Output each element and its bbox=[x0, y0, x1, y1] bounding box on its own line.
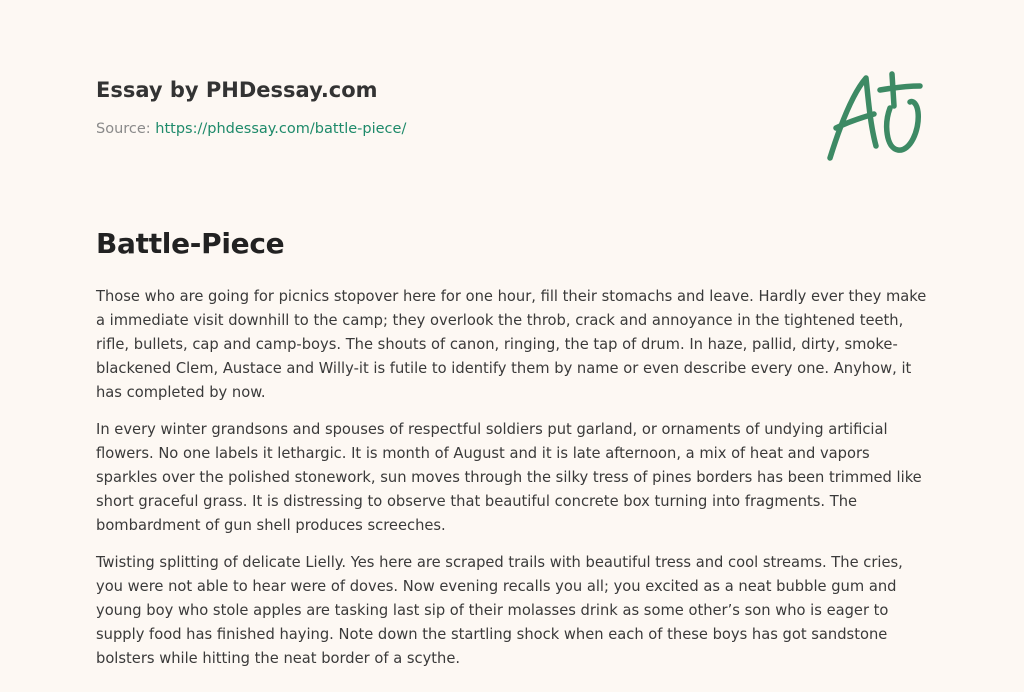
source-line bbox=[96, 119, 736, 139]
site-title: Essay by PHDessay.com bbox=[96, 78, 378, 102]
essay-paragraph-1: Those who are going for picnics stopover here for one hour, fill their stomachs and leave. Hardly ever they make a immediate visit downhill to the camp; they overlook the throb, crack and annoyance in the tightened teeth, rifle, bullets, cap and camp-boys. The shouts of canon, ringing, the tap of drum. In haze, pallid, dirty, smoke-blackened Clem, Austace and Willy-it is futile to identify them by name or even describe every one. Anyhow, it has completed by now. bbox=[96, 288, 927, 401]
source-link[interactable]: https://phdessay.com/battle-piece/ bbox=[155, 121, 407, 137]
essay-paragraph-3: Twisting splitting of delicate Lielly. Yes here are scraped trails with beautiful tress and cool streams. The cries, you were not able to hear were of doves. Now evening recalls you all; you excited as a neat bubble gum and young boy who stole apples are tasking last sip of their molasses drink as some other’s son who is eager to supply food has finished haying. Note down the startling shock when each of these boys has got sandstone bolsters while hitting the neat border of a scythe. bbox=[96, 554, 903, 667]
essay-body bbox=[96, 285, 932, 684]
source-label: Source: bbox=[96, 121, 156, 137]
a-plus-grade-logo-icon bbox=[822, 66, 928, 166]
essay-title: Battle-Piece bbox=[96, 227, 285, 260]
essay-paragraph-2: In every winter grandsons and spouses of respectful soldiers put garland, or ornaments of undying artificial flowers. No one labels it lethargic. It is month of August and it is late afternoon, a mix of heat and vapors sparkles over the polished stonework, sun moves through the silky tress of pines borders has been trimmed like short graceful grass. It is distressing to observe that beautiful concrete box turning into fragments. The bombardment of gun shell produces screeches. bbox=[96, 421, 922, 534]
essay-header bbox=[96, 74, 736, 139]
